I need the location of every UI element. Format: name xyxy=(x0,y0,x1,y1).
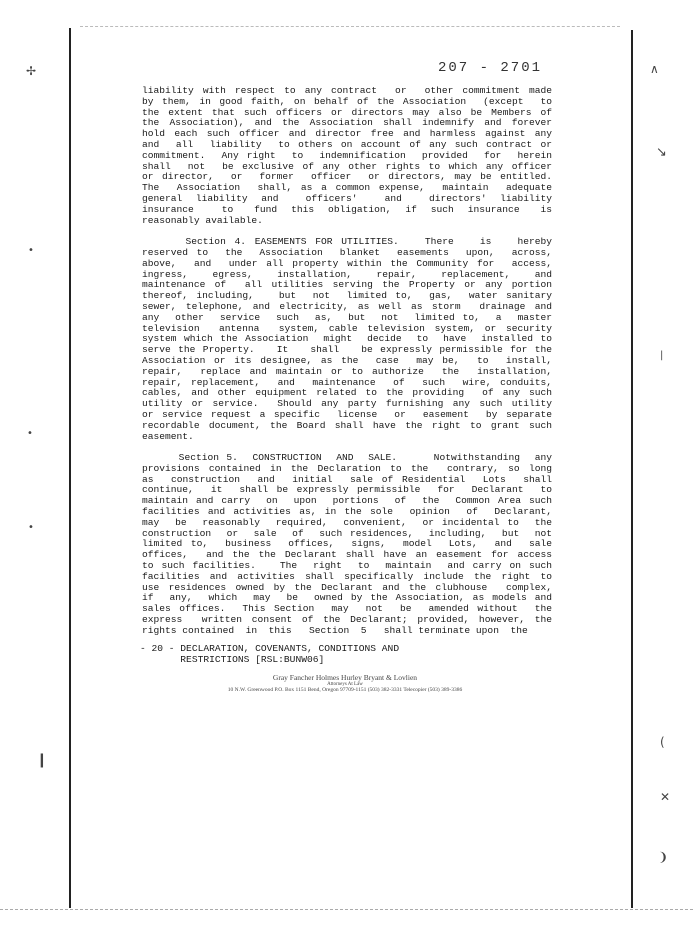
text-line: offices, and the the Declarant shall have an easement for access xyxy=(142,549,552,561)
recording-number: 207 - 2701 xyxy=(438,60,543,76)
text-line: general liability and officers' and directors' liability xyxy=(142,192,552,204)
text-line: to such facilities. The right to maintain and carry on such xyxy=(142,560,552,572)
text-line: limited to, business offices, signs, model Lots, and sale xyxy=(142,538,552,550)
text-line: provisions contained in the Declaration to the contrary, so long xyxy=(142,462,552,474)
bottom-scan-edge xyxy=(0,909,693,911)
text-line: repair, replace and maintain or to authorize the installation, xyxy=(142,365,552,377)
text-line: recordable document, the Board shall have the right to grant such xyxy=(142,419,552,431)
text-line: may be reasonably required, convenient, or incidental to the xyxy=(142,516,552,528)
text-line: as construction and initial sale of Residential Lots shall xyxy=(142,473,552,485)
page-footer xyxy=(140,643,560,665)
text-line: serve the Property. It shall be expressly permissible for the xyxy=(142,344,552,356)
left-margin-rule xyxy=(69,28,71,908)
text-line: insurance to fund this obligation, if such insurance is xyxy=(142,203,552,215)
text-line: express written consent of the Declarant; provided, however, the xyxy=(142,614,552,626)
text-line: system which the Association might decide to have installed to xyxy=(142,333,552,345)
text-line: shall not be exclusive of any other rights to which any officer xyxy=(142,160,552,172)
text-line: commitment. Any right to indemnification provided for herein xyxy=(142,149,552,161)
firm-name: Gray Fancher Holmes Hurley Bryant & Lovlien xyxy=(272,673,418,682)
text-line: continue, it shall be expressly permissible for Declarant to xyxy=(142,484,552,496)
text-line: easement. xyxy=(142,430,194,442)
text-line: any other service such as, but not limited to, a master xyxy=(142,311,552,323)
scan-mark-icon: ↘ xyxy=(656,145,667,160)
text-line: reasonably available. xyxy=(142,214,263,226)
scan-mark-icon: ❙ xyxy=(36,752,48,768)
text-line: liability with respect to any contract or other commitment made xyxy=(142,85,552,96)
firm-address: 10 N.W. Greenwood P.O. Box 1151 Bend, Oregon 97709-1151 (503) 382-3331 Telecopier (503) 389-3386 xyxy=(227,687,463,693)
text-line: facilities and activities as, in the sole opinion of Declarant, xyxy=(142,506,552,518)
scan-mark-icon: • xyxy=(28,245,34,256)
text-line: ingress, egress, installation, repair, replacement, and xyxy=(142,268,552,280)
text-line: or service request a specific license or easement by separate xyxy=(142,408,552,420)
text-line: construction or sale of such residences, including, but not xyxy=(142,527,552,539)
text-line: if any, which may be owned by the Association, as models and xyxy=(142,592,552,604)
paragraph xyxy=(142,453,552,637)
text-line: above, and under all property within the Community for access, xyxy=(142,257,552,269)
text-line: repair, replacement, and maintenance of such wire, conduits, xyxy=(142,376,552,388)
text-line: Section 4. EASEMENTS FOR UTILITIES. There is hereby xyxy=(142,236,552,248)
firm-subtitle: Attorneys At Law xyxy=(327,682,363,687)
text-line: cables, and other equipment related to the providing of any such xyxy=(142,387,552,399)
text-line: utility or service. Should any party furnishing any such utility xyxy=(142,398,552,410)
text-line: or director, or former officer or directors, may be entitled. xyxy=(142,171,552,183)
paragraph xyxy=(142,86,552,226)
text-line: hold each such officer and director free and harmless against any xyxy=(142,128,552,140)
text-line: maintain and carry on upon portions of the Common Area such xyxy=(142,495,552,507)
text-line: the Association), and the Association shall indemnify and forever xyxy=(142,117,552,129)
document-body xyxy=(142,86,552,637)
text-line: sewer, telephone, and electricity, as well as storm drainage and xyxy=(142,300,552,312)
paragraph xyxy=(142,237,552,442)
footer-line: RESTRICTIONS [RSL:BUNW06] xyxy=(140,654,325,665)
scan-mark-icon: • xyxy=(27,428,33,439)
text-line: Section 5. CONSTRUCTION AND SALE. Notwithstanding any xyxy=(142,452,552,464)
text-line: television antenna system, cable television system, or security xyxy=(142,322,552,334)
text-line: The Association shall, as a common expense, maintain adequate xyxy=(142,182,552,194)
text-line: sales offices. This Section may not be amended without the xyxy=(142,603,552,615)
text-line: by them, in good faith, on behalf of the Association (except to xyxy=(142,95,552,107)
top-scan-edge xyxy=(80,26,620,28)
scan-mark-icon: ∧ xyxy=(650,62,659,76)
scan-mark-icon: ( xyxy=(660,735,665,749)
footer-line: - 20 - DECLARATION, COVENANTS, CONDITIONS AND xyxy=(140,643,400,654)
text-line: facilities and activities shall specifically include the right to xyxy=(142,570,552,582)
text-line: thereof, including, but not limited to, gas, water sanitary xyxy=(142,290,552,302)
scan-mark-icon: ✢ xyxy=(26,64,37,78)
text-line: use residences owned by the Declarant and the clubhouse complex, xyxy=(142,581,552,593)
scan-mark-icon: ❩ xyxy=(658,850,669,864)
text-line: Association or its designee, as the case may be, to install, xyxy=(142,354,552,366)
text-line: reserved to the Association blanket easements upon, across, xyxy=(142,246,552,258)
scan-mark-icon: • xyxy=(28,522,34,533)
text-line: rights contained in this Section 5 shall terminate upon the xyxy=(142,624,528,636)
text-line: maintenance of all utilities serving the Property or any portion xyxy=(142,279,552,291)
scan-mark-icon: ✕ xyxy=(660,790,671,804)
text-line: the extent that such officers or directors may also be Members of xyxy=(142,106,552,118)
scan-mark-icon: | xyxy=(660,350,664,361)
right-margin-rule xyxy=(631,30,633,908)
text-line: and all liability to others on account of any such contract or xyxy=(142,138,552,150)
law-firm-letterhead xyxy=(180,673,510,693)
